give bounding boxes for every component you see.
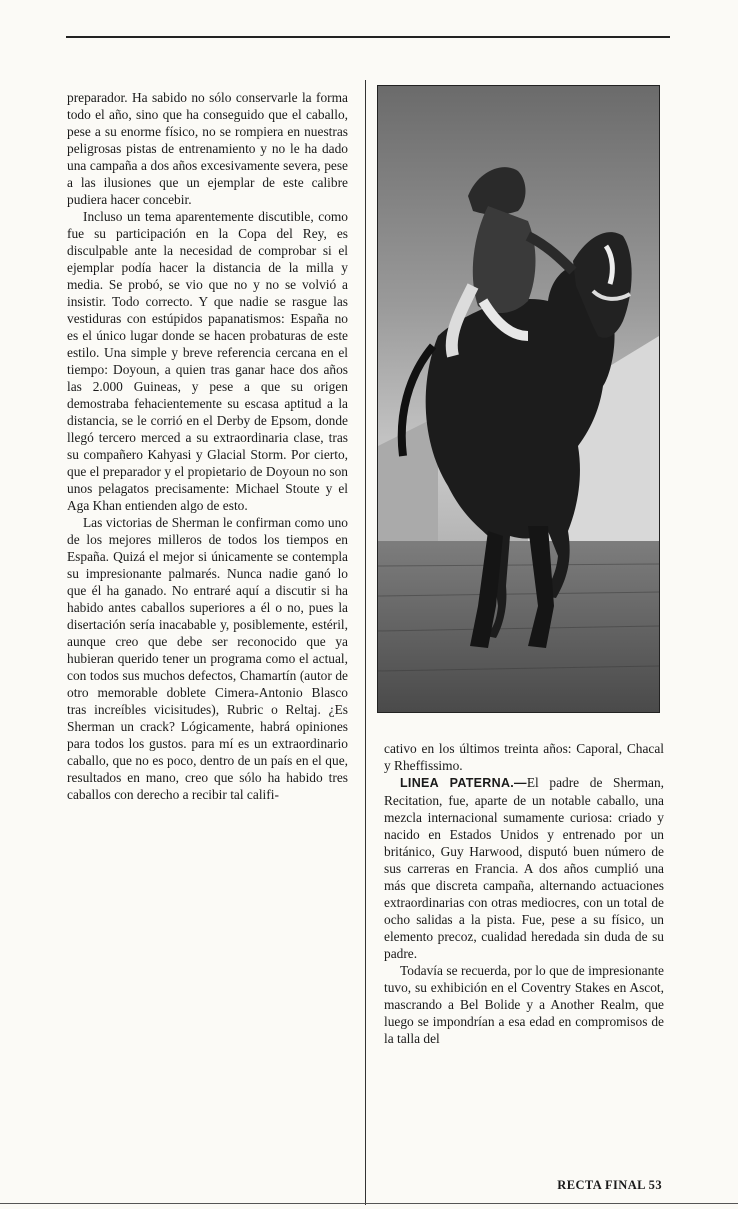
horse-racing-photo (377, 85, 660, 713)
paragraph: preparador. Ha sabido no sólo conservarle la forma todo el año, sino que ha conseguido que el caballo, pese a su enorme físico, no se rompiera en nuestras peligrosas pistas de entrenamiento y no le ha dado una campaña a dos años excesivamente severa, pese a las ilusiones que un ejemplar de este calibre pudiera hacer concebir. (67, 90, 348, 207)
section-heading: LINEA PATERNA.— (400, 776, 527, 790)
bottom-rule (0, 1203, 738, 1204)
right-column (384, 740, 664, 1047)
left-column (67, 89, 348, 803)
paragraph: Las victorias de Sherman le confirman como uno de los mejores milleros de todos los tiempos en España. Quizá el mejor si únicamente se contempla su impresionante palmarés. Nunca nadie ganó lo que él ha ganado. No entraré aquí a discutir si ha habido antes caballos superiores a él o no, pues la disertación sería inacabable y, posiblemente, estéril, aunque creo que debe ser reconocido que ya hubieran querido tener un programa como el actual, con todos sus muchos defectos, Chamartín (autor de otro memorable doblete Cimera-Antonio Blasco tras increíbles vicisitudes), Rubric o Reltaj. ¿Es Sherman un crack? Lógicamente, habrá opiniones para todos los gustos. para mí es un extraordinario caballo, que no es poco, dentro de un país en el que, resultados en mano, creo que sólo ha habido tres caballos con derecho a recibir tal califi- (67, 515, 348, 802)
section-paragraph (384, 774, 664, 962)
page-folio: RECTA FINAL 53 (557, 1178, 662, 1192)
column-divider (365, 80, 366, 1205)
paragraph: Todavía se recuerda, por lo que de impresionante tuvo, su exhibición en el Coventry Stakes en Ascot, mascrando a Bel Bolide y a Another Realm, que luego se impondrían a esa edad en compromisos de la talla del (384, 963, 664, 1046)
paragraph-continuation: cativo en los últimos treinta años: Caporal, Chacal y Rheffissimo. (384, 741, 664, 773)
top-rule (66, 36, 670, 38)
jockey-on-horse-image (378, 86, 659, 712)
section-text: El padre de Sherman, Recitation, fue, aparte de un notable caballo, una mezcla internacional sumamente curiosa: criado y nacido en Estados Unidos y entrenado por un británico, Guy Harwood, disputó buen número de sus carreras en Francia. A dos años cumplió una más que discreta campaña, alternando actuaciones extraordinarias con otras mediocres, con un total de ocho salidas a la pista. Fue, pese a su físico, un elemento precoz, cualidad heredada sin duda de su padre. (384, 775, 664, 961)
paragraph: Incluso un tema aparentemente discutible, como fue su participación en la Copa del Rey, es disculpable ante la necesidad de comprobar si el ejemplar podía hacer la distancia de la milla y media. Se probó, se vio que no y no se volvió a insistir. Todo correcto. Y que nadie se rasgue las vestiduras con estúpidos papanatismos: España no es el único lugar donde se hacen probaturas de este estilo. Una simple y breve referencia cercana en el tiempo: Doyoun, a quien tras ganar hace dos años las 2.000 Guineas, y pese a que su origen demostraba fehacientemente su escasa aptitud a la distancia, se le corrió en el Derby de Epsom, donde llegó tercero merced a su extraordinaria clase, tras su compañero Kahyasi y Glacial Storm. Por cierto, que el preparador y el propietario de Doyoun no son unos pelagatos precisamente: Michael Stoute y el Aga Khan entienden algo de esto. (67, 209, 348, 513)
